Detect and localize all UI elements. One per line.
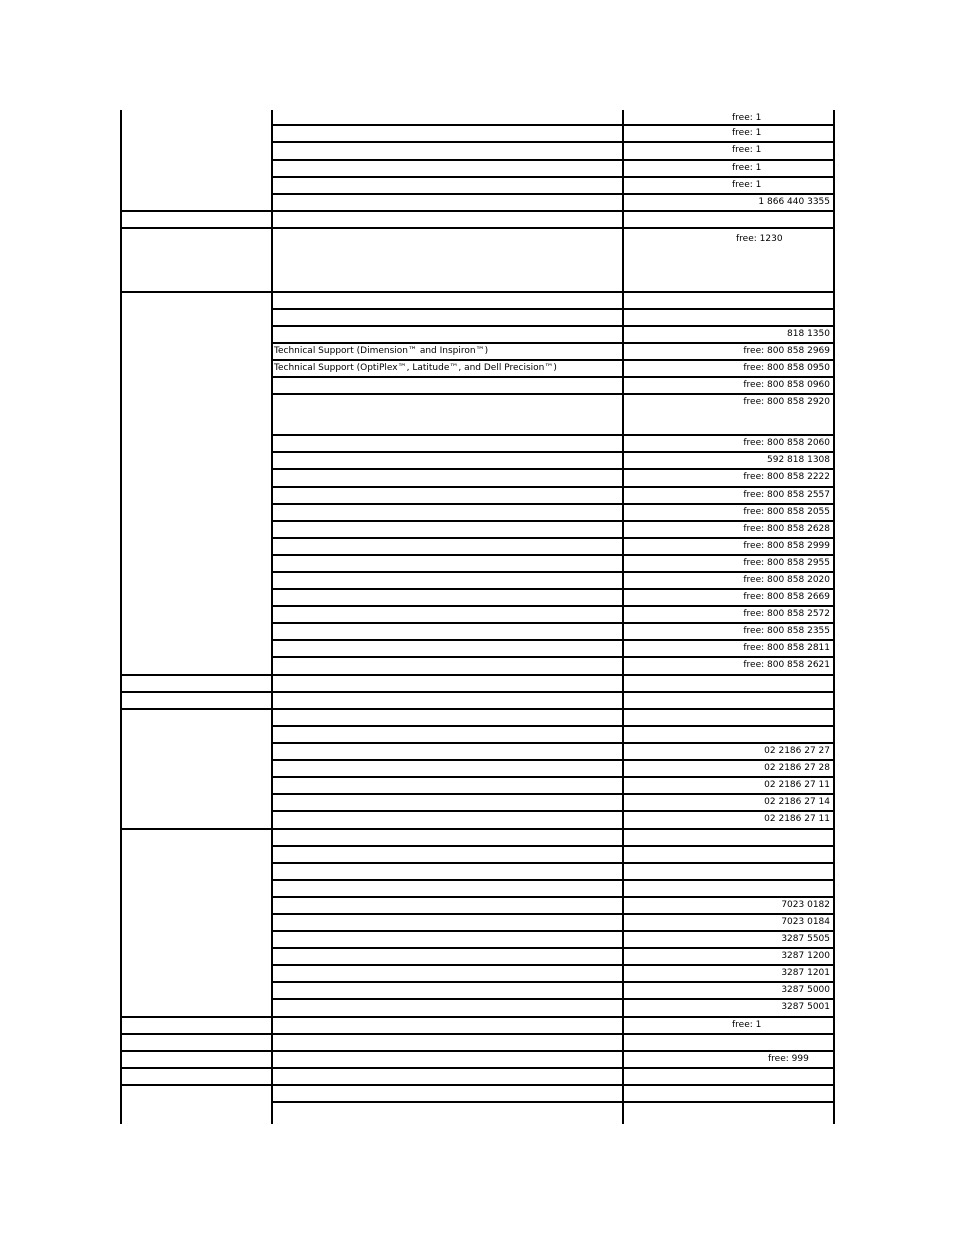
phone-number: 3287 5000 — [781, 985, 830, 995]
phone-number: free: 800 858 2020 — [743, 575, 830, 585]
phone-number: 1 866 440 3355 — [758, 197, 830, 207]
phone-number: free: 800 858 2628 — [743, 524, 830, 534]
row-separator — [120, 708, 835, 710]
phone-number: 3287 5001 — [781, 1002, 830, 1012]
phone-number: free: 800 858 2060 — [743, 438, 830, 448]
row-separator — [271, 434, 835, 436]
phone-number: 02 2186 27 14 — [764, 797, 830, 807]
phone-number: free: 800 858 2999 — [743, 541, 830, 551]
row-separator — [120, 1016, 835, 1018]
row-separator — [271, 486, 835, 488]
phone-number: free: 800 858 2920 — [743, 397, 830, 407]
row-separator — [271, 845, 835, 847]
row-separator — [271, 998, 835, 1000]
row-separator — [271, 947, 835, 949]
phone-number: 818 1350 — [787, 329, 830, 339]
phone-number: 3287 5505 — [781, 934, 830, 944]
row-separator — [120, 291, 835, 293]
row-separator — [271, 964, 835, 966]
row-separator — [271, 793, 835, 795]
phone-number: 02 2186 27 28 — [764, 763, 830, 773]
phone-number: free: 800 858 2222 — [743, 472, 830, 482]
phone-number: free: 800 858 2811 — [743, 643, 830, 653]
phone-number: free: 1 — [732, 180, 762, 190]
row-separator — [271, 622, 835, 624]
phone-number: free: 1 — [732, 145, 762, 155]
row-separator — [271, 913, 835, 915]
phone-number: 02 2186 27 27 — [764, 746, 830, 756]
row-separator — [271, 605, 835, 607]
row-separator — [120, 674, 835, 676]
row-separator — [271, 776, 835, 778]
row-separator — [271, 520, 835, 522]
row-separator — [271, 639, 835, 641]
row-separator — [271, 376, 835, 378]
phone-number: free: 1 — [732, 1020, 762, 1030]
phone-number: free: 800 858 2955 — [743, 558, 830, 568]
phone-number: free: 800 858 2055 — [743, 507, 830, 517]
row-separator — [271, 759, 835, 761]
phone-number: 3287 1201 — [781, 968, 830, 978]
phone-number: 7023 0182 — [781, 900, 830, 910]
row-separator — [271, 468, 835, 470]
row-separator — [271, 810, 835, 812]
row-separator — [271, 325, 835, 327]
phone-number: free: 800 858 2557 — [743, 490, 830, 500]
row-separator — [120, 1084, 835, 1086]
row-separator — [271, 393, 835, 395]
phone-number: 02 2186 27 11 — [764, 780, 830, 790]
row-separator — [120, 210, 835, 212]
phone-number: free: 1 — [732, 113, 762, 123]
phone-number: free: 800 858 2572 — [743, 609, 830, 619]
column-rule — [622, 110, 624, 1124]
row-separator — [120, 1067, 835, 1069]
row-separator — [271, 141, 835, 143]
row-separator — [271, 862, 835, 864]
row-separator — [120, 828, 835, 830]
row-separator — [271, 656, 835, 658]
phone-number: free: 1230 — [736, 234, 783, 244]
column-rule — [833, 110, 835, 1124]
column-rule — [271, 110, 273, 1124]
row-separator — [271, 571, 835, 573]
row-separator — [271, 588, 835, 590]
row-separator — [271, 896, 835, 898]
row-separator — [271, 537, 835, 539]
row-separator — [271, 124, 835, 126]
row-separator — [271, 359, 835, 361]
row-separator — [271, 159, 835, 161]
row-separator — [271, 879, 835, 881]
row-separator — [271, 981, 835, 983]
row-separator — [120, 691, 835, 693]
row-separator — [271, 451, 835, 453]
row-separator — [271, 308, 835, 310]
phone-number: free: 800 858 0960 — [743, 380, 830, 390]
phone-number: free: 800 858 2969 — [743, 346, 830, 356]
phone-number: 3287 1200 — [781, 951, 830, 961]
row-separator — [271, 930, 835, 932]
row-separator — [271, 725, 835, 727]
phone-number: free: 1 — [732, 163, 762, 173]
column-rule — [120, 110, 122, 1124]
row-separator — [120, 1050, 835, 1052]
phone-number: free: 800 858 2355 — [743, 626, 830, 636]
row-separator — [271, 554, 835, 556]
phone-number: 7023 0184 — [781, 917, 830, 927]
service-label: Technical Support (OptiPlex™, Latitude™, and Dell Precision™) — [274, 363, 557, 373]
row-separator — [271, 1101, 835, 1103]
phone-number: free: 800 858 0950 — [743, 363, 830, 373]
phone-number: free: 800 858 2669 — [743, 592, 830, 602]
row-separator — [271, 193, 835, 195]
row-separator — [120, 227, 835, 229]
phone-number: free: 999 — [768, 1054, 809, 1064]
service-label: Technical Support (Dimension™ and Inspiron™) — [274, 346, 489, 356]
phone-number: free: 1 — [732, 128, 762, 138]
row-separator — [120, 1033, 835, 1035]
row-separator — [271, 176, 835, 178]
row-separator — [271, 342, 835, 344]
phone-number: free: 800 858 2621 — [743, 660, 830, 670]
row-separator — [271, 742, 835, 744]
phone-number: 02 2186 27 11 — [764, 814, 830, 824]
row-separator — [271, 503, 835, 505]
phone-number: 592 818 1308 — [767, 455, 830, 465]
